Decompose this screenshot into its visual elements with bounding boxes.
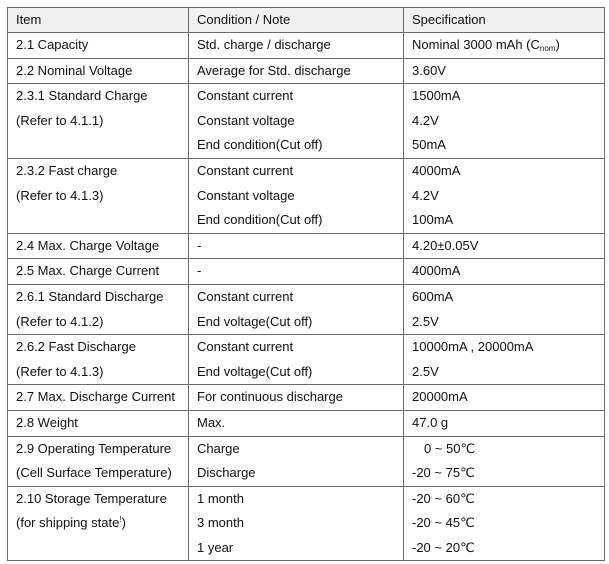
item-label: 2.3.1 Standard Charge: [16, 88, 148, 104]
condition-cell: [189, 233, 404, 259]
spec-value: 3.60V: [412, 62, 446, 78]
item-cell: [8, 233, 189, 259]
spec-cell: [404, 33, 605, 59]
item-label: 2.6.1 Standard Discharge: [16, 288, 164, 304]
spec-cell: [404, 385, 605, 411]
condition-cell: [189, 158, 404, 233]
spec-value: 20000mA: [412, 389, 468, 405]
spec-value: 4.20±0.05V: [412, 237, 479, 253]
item-label: 2.8 Weight: [16, 414, 78, 430]
item-cell: [8, 58, 189, 84]
spec-cell: [404, 436, 605, 486]
item-sublabel: [16, 511, 188, 536]
item-label: 2.1 Capacity: [16, 37, 89, 52]
item-cell: [8, 84, 189, 159]
spec-value: 4000mA: [412, 162, 461, 178]
condition-label: End condition(Cut off): [197, 212, 323, 228]
item-sublabel-close: ): [121, 515, 126, 531]
item-cell: [8, 158, 189, 233]
condition-cell: [189, 33, 404, 59]
spacer: [16, 133, 188, 158]
item-cell: [8, 385, 189, 411]
table-row: [8, 84, 605, 159]
condition-label: End voltage(Cut off): [197, 313, 313, 329]
item-label: 2.5 Max. Charge Current: [16, 263, 160, 279]
spec-cell: [404, 284, 605, 334]
spec-cell: [404, 158, 605, 233]
condition-label: Constant voltage: [197, 187, 295, 203]
condition-cell: [189, 284, 404, 334]
condition-label: For continuous discharge: [197, 389, 343, 405]
condition-label: Discharge: [197, 465, 256, 481]
condition-label: Charge: [197, 440, 240, 456]
item-sublabel: (Cell Surface Temperature): [16, 465, 172, 481]
spec-subscript: nom: [539, 44, 556, 53]
spec-value: [412, 33, 604, 58]
item-cell: [8, 486, 189, 561]
condition-label: Constant current: [197, 339, 294, 355]
item-sublabel: (Refer to 4.1.2): [16, 313, 104, 329]
table-row: [8, 335, 605, 385]
spec-value: 2.5V: [412, 313, 439, 329]
condition-label: Std. charge / discharge: [197, 37, 331, 52]
condition-label: Constant current: [197, 88, 294, 104]
table-row: [8, 436, 605, 486]
condition-label: Average for Std. discharge: [197, 62, 351, 78]
item-label: 2.10 Storage Temperature: [16, 490, 167, 506]
condition-label: Constant voltage: [197, 112, 295, 128]
item-label: 2.4 Max. Charge Voltage: [16, 237, 160, 253]
table-row: [8, 284, 605, 334]
spec-cell: [404, 84, 605, 159]
table-row: [8, 58, 605, 84]
item-sublabel: (Refer to 4.1.3): [16, 363, 104, 379]
table-row: [8, 385, 605, 411]
specification-table: [7, 7, 605, 561]
table-row: [8, 486, 605, 561]
spec-value: 4.2V: [412, 112, 439, 128]
spec-value: 600mA: [412, 288, 454, 304]
item-sublabel: (Refer to 4.1.1): [16, 112, 104, 128]
spec-value: -20 ~ 45℃: [412, 515, 475, 531]
spec-value: -20 ~ 60℃: [412, 490, 475, 506]
item-sublabel-text: (for shipping state: [16, 515, 120, 531]
spec-cell: [404, 58, 605, 84]
header-condition: Condition / Note: [189, 8, 404, 33]
condition-label: -: [197, 237, 202, 253]
item-label: 2.6.2 Fast Discharge: [16, 339, 136, 355]
spec-main: Nominal 3000 mAh (C: [412, 37, 540, 52]
item-cell: [8, 284, 189, 334]
spacer: [16, 536, 188, 561]
item-label: 2.3.2 Fast charge: [16, 162, 118, 178]
condition-cell: [189, 385, 404, 411]
spec-value: 4.2V: [412, 187, 439, 203]
table-row: [8, 410, 605, 436]
spec-cell: [404, 410, 605, 436]
condition-label: 3 month: [197, 515, 244, 531]
item-cell: [8, 410, 189, 436]
spec-value: 0 ~ 50℃: [424, 440, 476, 456]
spec-value: 4000mA: [412, 263, 461, 279]
footnote-mark: !: [119, 515, 122, 525]
item-label: 2.9 Operating Temperature: [16, 440, 172, 456]
item-label: 2.7 Max. Discharge Current: [16, 389, 175, 405]
spec-cell: [404, 335, 605, 385]
condition-label: Constant current: [197, 288, 294, 304]
spacer: [16, 208, 188, 233]
condition-cell: [189, 410, 404, 436]
table-row: [8, 233, 605, 259]
header-item: Item: [8, 8, 189, 33]
item-cell: [8, 259, 189, 285]
table-row: [8, 259, 605, 285]
condition-cell: [189, 436, 404, 486]
condition-label: -: [197, 263, 202, 279]
condition-label: 1 year: [197, 539, 234, 555]
condition-cell: [189, 259, 404, 285]
condition-cell: [189, 335, 404, 385]
condition-label: End condition(Cut off): [197, 137, 323, 153]
spec-value: 1500mA: [412, 88, 461, 104]
item-sublabel: (Refer to 4.1.3): [16, 187, 104, 203]
condition-label: Max.: [197, 414, 226, 430]
spec-value: -20 ~ 75℃: [412, 465, 475, 481]
header-specification: Specification: [404, 8, 605, 33]
header-row: [8, 8, 605, 33]
spec-value: 100mA: [412, 212, 454, 228]
spec-cell: [404, 259, 605, 285]
item-label: 2.2 Nominal Voltage: [16, 62, 133, 78]
condition-label: Constant current: [197, 162, 294, 178]
spec-value: 10000mA , 20000mA: [412, 339, 534, 355]
condition-cell: [189, 84, 404, 159]
item-cell: [8, 33, 189, 59]
condition-label: End voltage(Cut off): [197, 363, 313, 379]
spec-value: 47.0 g: [412, 414, 449, 430]
spec-value: -20 ~ 20℃: [412, 539, 475, 555]
condition-cell: [189, 58, 404, 84]
spec-cell: [404, 233, 605, 259]
spec-value: 50mA: [412, 137, 446, 153]
item-cell: [8, 436, 189, 486]
spec-value: 2.5V: [412, 363, 439, 379]
condition-label: 1 month: [197, 490, 244, 506]
item-cell: [8, 335, 189, 385]
table-row: [8, 33, 605, 59]
spec-close: ): [555, 37, 560, 52]
spec-cell: [404, 486, 605, 561]
condition-cell: [189, 486, 404, 561]
table-row: [8, 158, 605, 233]
